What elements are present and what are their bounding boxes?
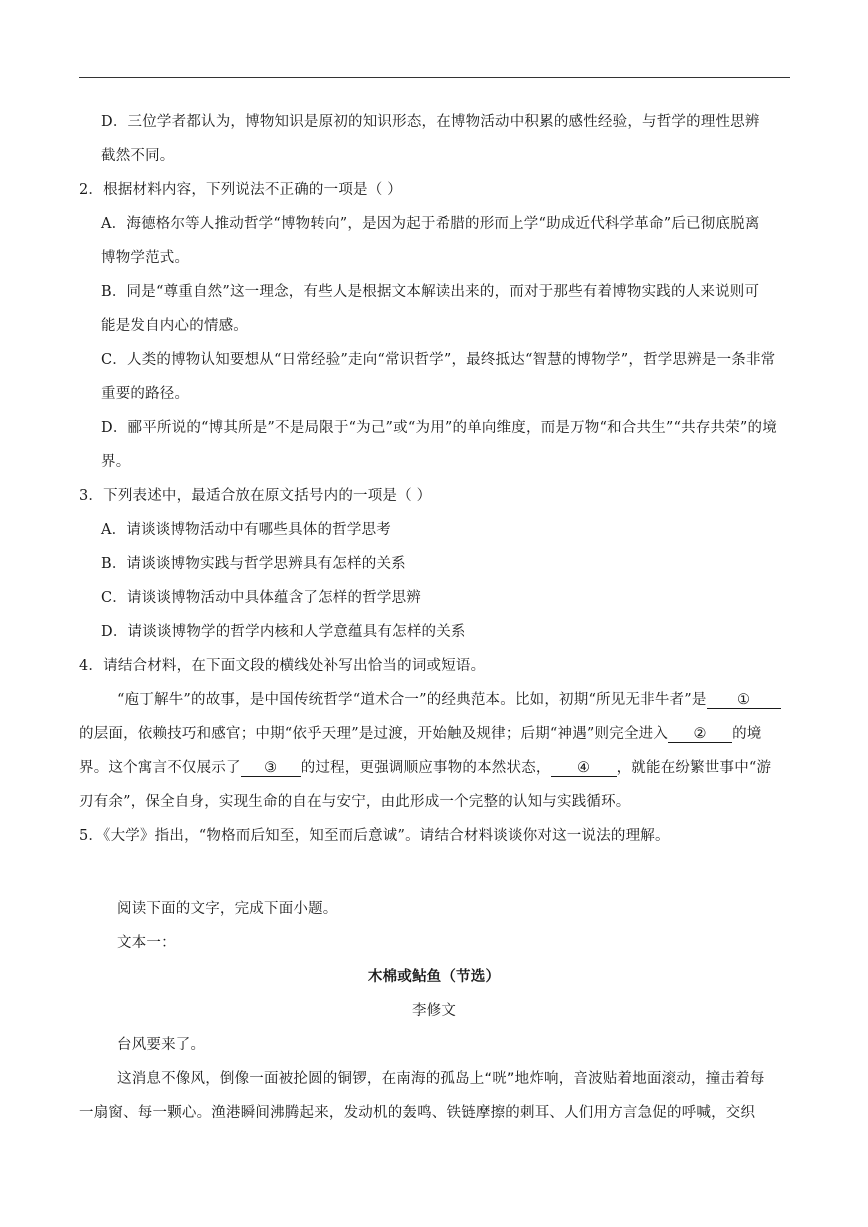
q4-text: “庖丁解牛”的故事，是中国传统哲学“道术合一”的经典范本。比如，初期“所见无非牛者”是 <box>117 692 707 708</box>
q4-text: 界。这个寓言不仅展示了 <box>79 760 241 776</box>
article-author: 李修文 <box>411 1003 457 1019</box>
article-paragraph-2-line1: 这消息不像风，倒像一面被抡圆的铜锣，在南海的孤岛上“咣”地炸响，音波贴着地面滚动，撞击着每 <box>117 1071 765 1087</box>
text-label: 文本一： <box>117 935 176 951</box>
reading-instruction: 阅读下面的文字，完成下面小题。 <box>117 901 338 917</box>
q4-paragraph-line4: 刃有余”，保全自身，实现生命的自在与安宁，由此形成一个完整的认知与实践循环。 <box>79 794 631 810</box>
q4-paragraph-line1 <box>117 690 781 710</box>
q3-option-a: A．请谈谈博物活动中有哪些具体的哲学思考 <box>101 522 391 538</box>
q1-option-d-line1: D．三位学者都认为，博物知识是原初的知识形态，在博物活动中积累的感性经验，与哲学的理性思辨 <box>101 114 760 130</box>
q3-option-b: B．请谈谈博物实践与哲学思辨具有怎样的关系 <box>101 556 406 572</box>
q4-text: 的境 <box>732 726 762 742</box>
q5-stem: 5．《大学》指出，“物格而后知至，知至而后意诚”。请结合材料谈谈你对这一说法的理解。 <box>79 828 670 844</box>
q4-text: ，就能在纷繁世事中“游 <box>616 760 772 776</box>
q2-option-a-line2: 博物学范式。 <box>101 250 190 266</box>
q4-paragraph-line2 <box>79 724 761 744</box>
q1-option-d-line2: 截然不同。 <box>101 148 175 164</box>
q2-option-b-line1: B．同是“尊重自然”这一理念，有些人是根据文本解读出来的，而对于那些有着博物实践的人来说则可 <box>101 284 760 300</box>
q2-option-d-line1: D．郦平所说的“博其所是”不是局限于“为己”或“为用”的单向维度，而是万物“和合共生”“共存共荣”的境 <box>101 420 777 436</box>
article-title: 木棉或鲇鱼（节选） <box>367 969 501 985</box>
q4-blank-1: ① <box>707 692 781 709</box>
q2-stem: 2．根据材料内容，下列说法不正确的一项是（ ） <box>79 182 402 198</box>
q4-blank-2: ② <box>668 726 732 743</box>
q3-option-c: C．请谈谈博物活动中具体蕴含了怎样的哲学思辨 <box>101 590 421 606</box>
q3-option-d: D．请谈谈博物学的哲学内核和人学意蕴具有怎样的关系 <box>101 624 466 640</box>
q2-option-a-line1: A．海德格尔等人推动哲学“博物转向”，是因为起于希腊的形而上学“助成近代科学革命”后已彻底脱离 <box>101 216 760 232</box>
q3-stem: 3．下列表述中，最适合放在原文括号内的一项是（ ） <box>79 488 432 504</box>
q2-option-c-line2: 重要的路径。 <box>101 386 190 402</box>
header-rule <box>79 77 790 78</box>
q2-option-d-line2: 界。 <box>101 454 131 470</box>
q4-blank-3: ③ <box>241 760 301 777</box>
q4-paragraph-line3 <box>79 758 771 778</box>
article-paragraph-2-line2: 一扇窗、每一颗心。渔港瞬间沸腾起来，发动机的轰鸣、铁链摩擦的刺耳、人们用方言急促的呼喊，交织 <box>79 1105 756 1121</box>
q4-text: 的层面，依赖技巧和感官；中期“依乎天理”是过渡，开始触及规律；后期“神遇”则完全进入 <box>79 726 669 742</box>
q4-stem: 4．请结合材料，在下面文段的横线处补写出恰当的词或短语。 <box>79 658 486 674</box>
q2-option-b-line2: 能是发自内心的情感。 <box>101 318 248 334</box>
q4-text: 的过程，更强调顺应事物的本然状态， <box>300 760 551 776</box>
q2-option-c-line1: C．人类的博物认知要想从“日常经验”走向“常识哲学”，最终抵达“智慧的博物学”，哲学思辨是一条非常 <box>101 352 776 368</box>
article-paragraph-1: 台风要来了。 <box>117 1037 206 1053</box>
q4-blank-4: ④ <box>551 760 617 777</box>
